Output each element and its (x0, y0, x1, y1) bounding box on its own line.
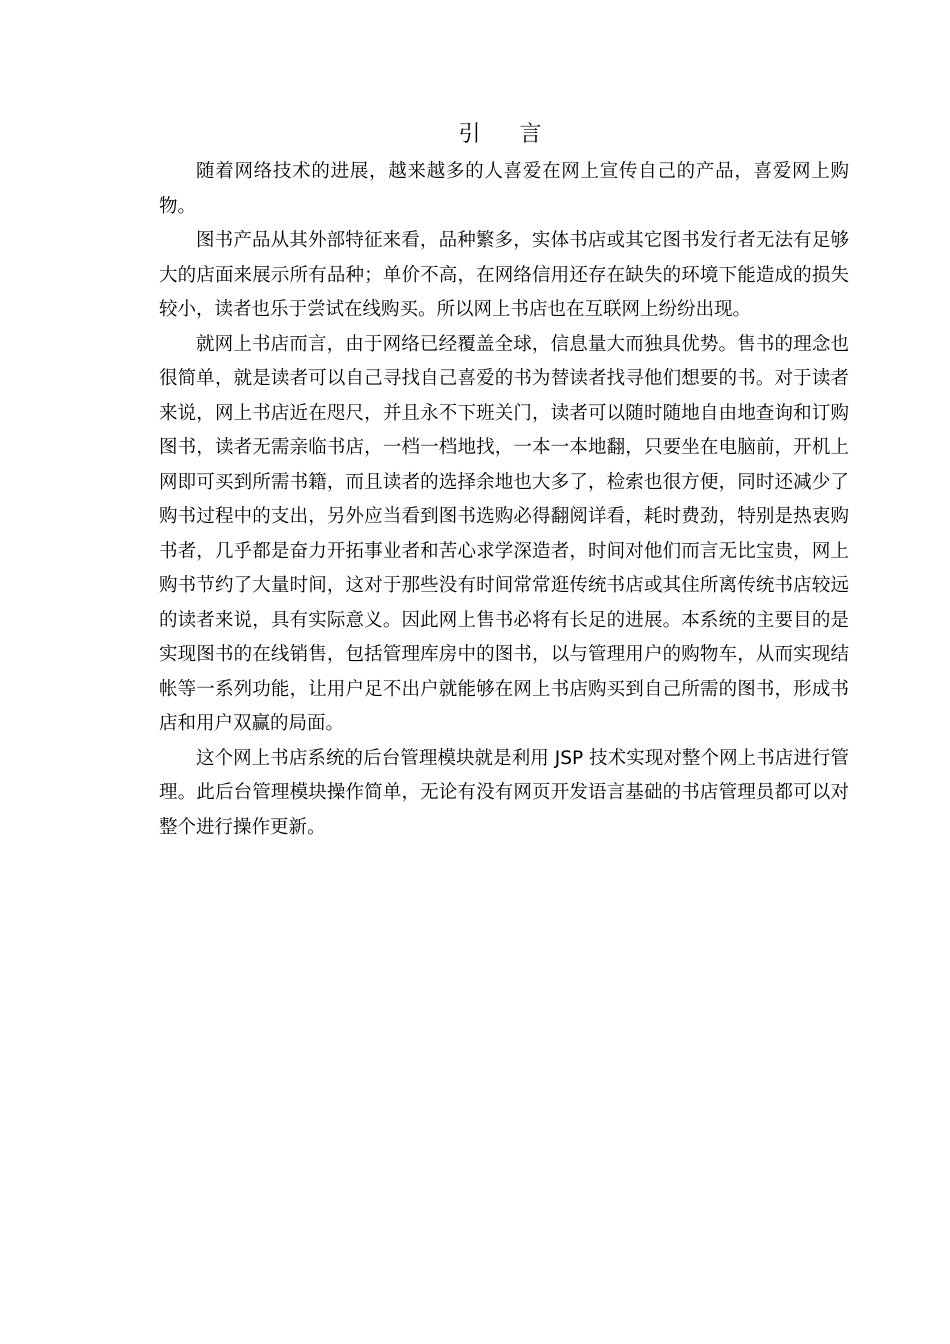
page-title: 引 言 (458, 122, 558, 147)
paragraph-3: 就网上书店而言，由于网络已经覆盖全球，信息量大而独具优势。售书的理念也很简单，就是读者可以自己寻找自己喜爱的书为替读者找寻他们想要的书。对于读者来说，网上书店近在咫尺，并且永不下班关门，读者可以随时随地自由地查询和订购图书，读者无需亲临书店，一档一档地找，一本一本地翻，只要坐在电脑前，开机上网即可买到所需书籍，而且读者的选择余地也大多了，检索也很方便，同时还减少了购书过程中的支出，另外应当看到图书选购必得翻阅详看，耗时费劲，特别是热衷购书者，几乎都是奋力开拓事业者和苦心求学深造者，时间对他们而言无比宝贵，网上购书节约了大量时间，这对于那些没有时间常常逛传统书店或其住所离传统书店较远的读者来说，具有实际意义。因此网上售书必将有长足的进展。本系统的主要目的是实现图书的在线销售，包括管理库房中的图书，以与管理用户的购物车，从而实现结帐等一系列功能，让用户足不出户就能够在网上书店购买到自己所需的图书，形成书店和用户双赢的局面。 (159, 333, 849, 734)
paragraph-2: 图书产品从其外部特征来看，品种繁多，实体书店或其它图书发行者无法有足够大的店面来展示所有品种；单价不高，在网络信用还存在缺失的环境下能造成的损失较小，读者也乐于尝试在线购买。所以网上书店也在互联网上纷纷出现。 (159, 230, 849, 320)
document-body (159, 155, 849, 845)
paragraph-4: 这个网上书店系统的后台管理模块就是利用 JSP 技术实现对整个网上书店进行管理。此后台管理模块操作简单，无论有没有网页开发语言基础的书店管理员都可以对整个进行操作更新。 (159, 747, 849, 838)
paragraph-1: 随着网络技术的进展，越来越多的人喜爱在网上宣传自己的产品，喜爱网上购物。 (159, 161, 849, 217)
